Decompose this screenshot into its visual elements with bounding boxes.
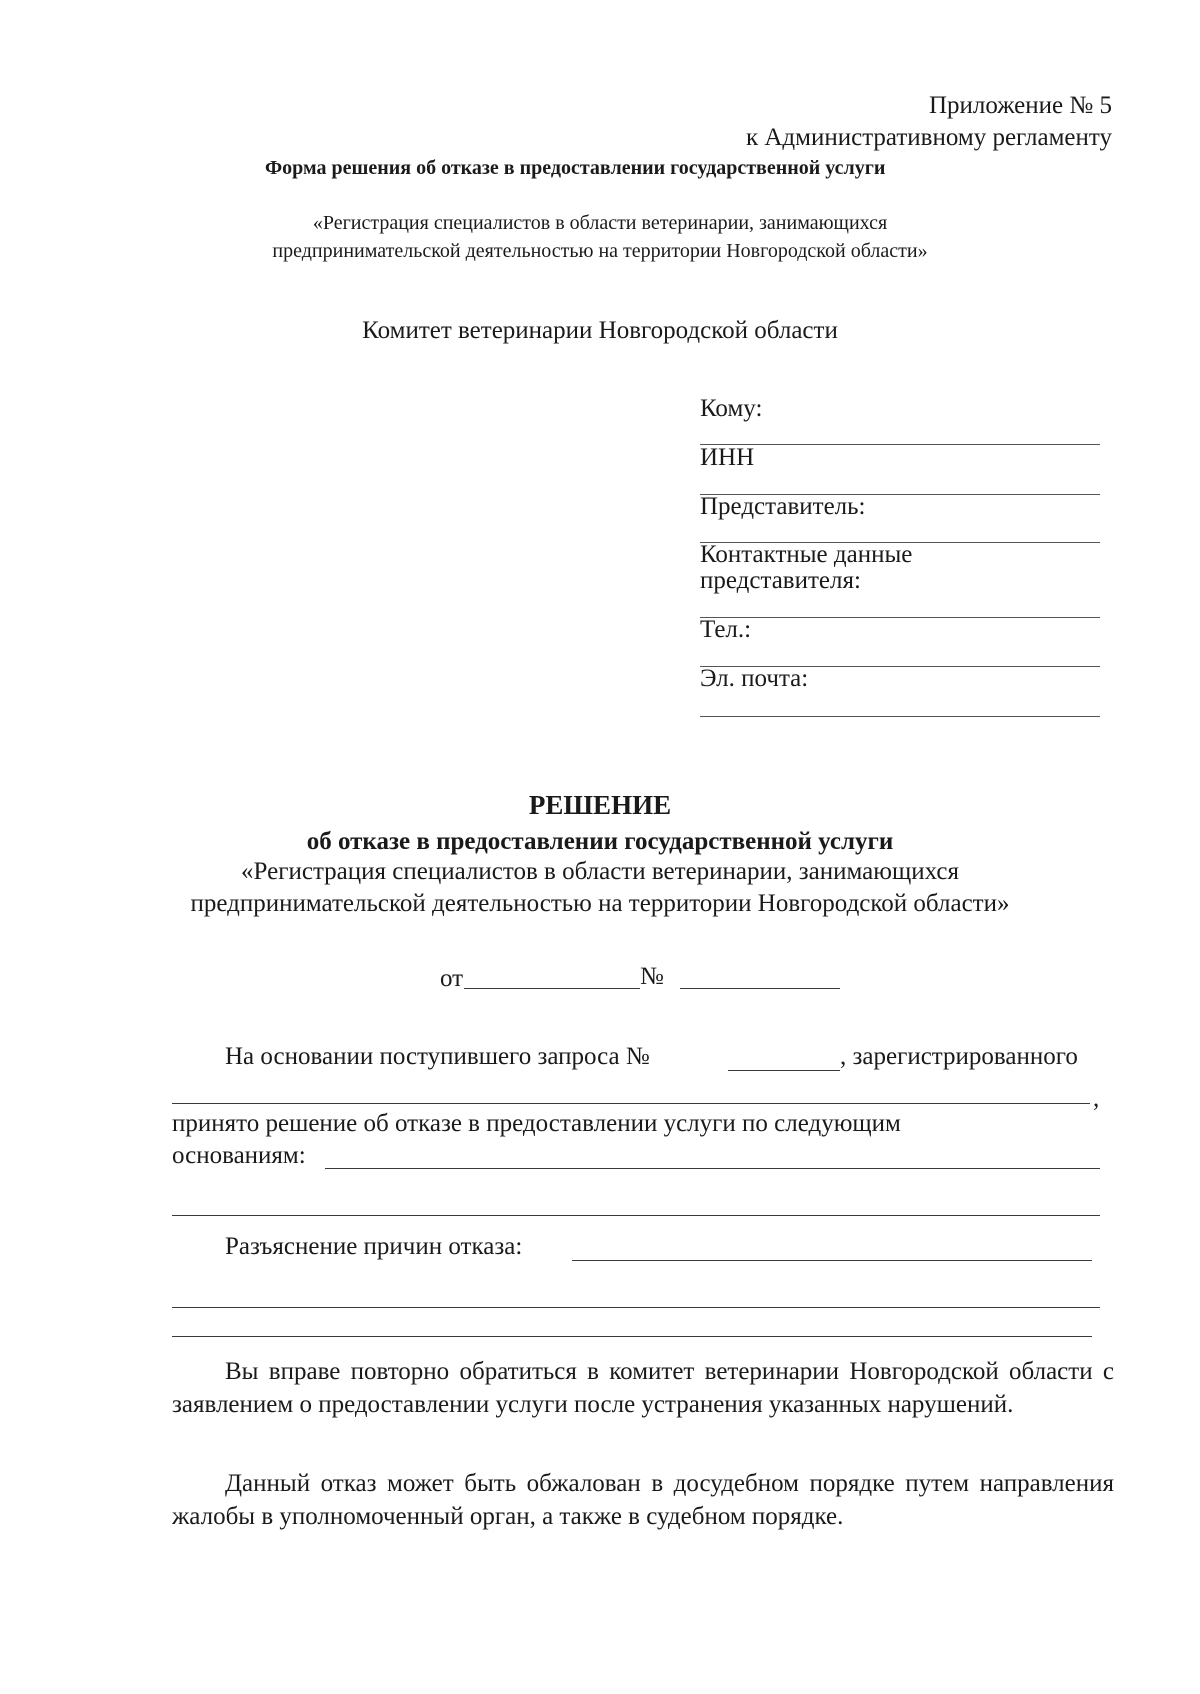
decision-number-field	[680, 988, 840, 989]
appendix-number: Приложение № 5	[928, 92, 1112, 119]
decision-text-line-1: принято решение об отказе в предоставлении услуги по следующим	[172, 1110, 901, 1137]
service-name-line-2: предпринимательской деятельностью на территории Новгородской области»	[272, 240, 928, 262]
basis-text-end: , зарегистрированного	[840, 1043, 1078, 1070]
registration-field	[172, 1103, 1090, 1104]
number-sign: №	[640, 963, 664, 990]
phone-line	[700, 617, 1100, 618]
form-title: Форма решения об отказе в предоставлении государственной услуги	[265, 157, 886, 179]
recipient-label: Кому:	[700, 395, 763, 422]
inn-line	[700, 444, 1100, 445]
decision-service-line-1: «Регистрация специалистов в области ветеринарии, занимающихся	[241, 858, 959, 885]
contacts-label-line-2: представителя:	[700, 567, 861, 594]
grounds-field-2	[172, 1215, 1100, 1216]
decision-subtitle: об отказе в предоставлении государственной услуги	[306, 828, 894, 855]
authority-name: Комитет ветеринарии Новгородской области	[362, 317, 838, 344]
regulation-reference: к Административному регламенту	[745, 124, 1112, 151]
email-label: Эл. почта:	[700, 665, 809, 692]
contacts-label-line-1: Контактные данные	[700, 541, 913, 568]
decision-title: РЕШЕНИЕ	[528, 790, 672, 820]
explanation-field	[572, 1260, 1092, 1261]
phone-label: Тел.:	[700, 616, 752, 643]
decision-service-line-2: предпринимательской деятельностью на территории Новгородской области»	[190, 890, 1010, 917]
grounds-field	[325, 1168, 1100, 1169]
request-number-field	[728, 1070, 840, 1071]
explanation-field-2	[172, 1307, 1100, 1308]
reapply-paragraph: Вы вправе повторно обратиться в комитет ветеринарии Новгородской области с заявлением о предоставлении услуги после устранения указанных нарушений.	[172, 1358, 1114, 1418]
email-underline	[700, 716, 1100, 717]
date-prefix: от	[440, 965, 464, 992]
basis-text-start: На основании поступившего запроса №	[225, 1043, 650, 1070]
date-field	[464, 988, 640, 989]
explanation-label: Разъяснение причин отказа:	[225, 1233, 523, 1260]
service-name-line-1: «Регистрация специалистов в области ветеринарии, занимающихся	[312, 212, 888, 234]
explanation-field-3	[172, 1336, 1092, 1337]
representative-label: Представитель:	[700, 493, 866, 520]
inn-label: ИНН	[700, 444, 755, 471]
decision-text-line-2: основаниям:	[172, 1142, 306, 1169]
appeal-paragraph: Данный отказ может быть обжалован в досудебном порядке путем направления жалобы в уполномоченный орган, а также в судебном порядке.	[172, 1470, 1114, 1530]
registration-comma: ,	[1093, 1085, 1100, 1112]
